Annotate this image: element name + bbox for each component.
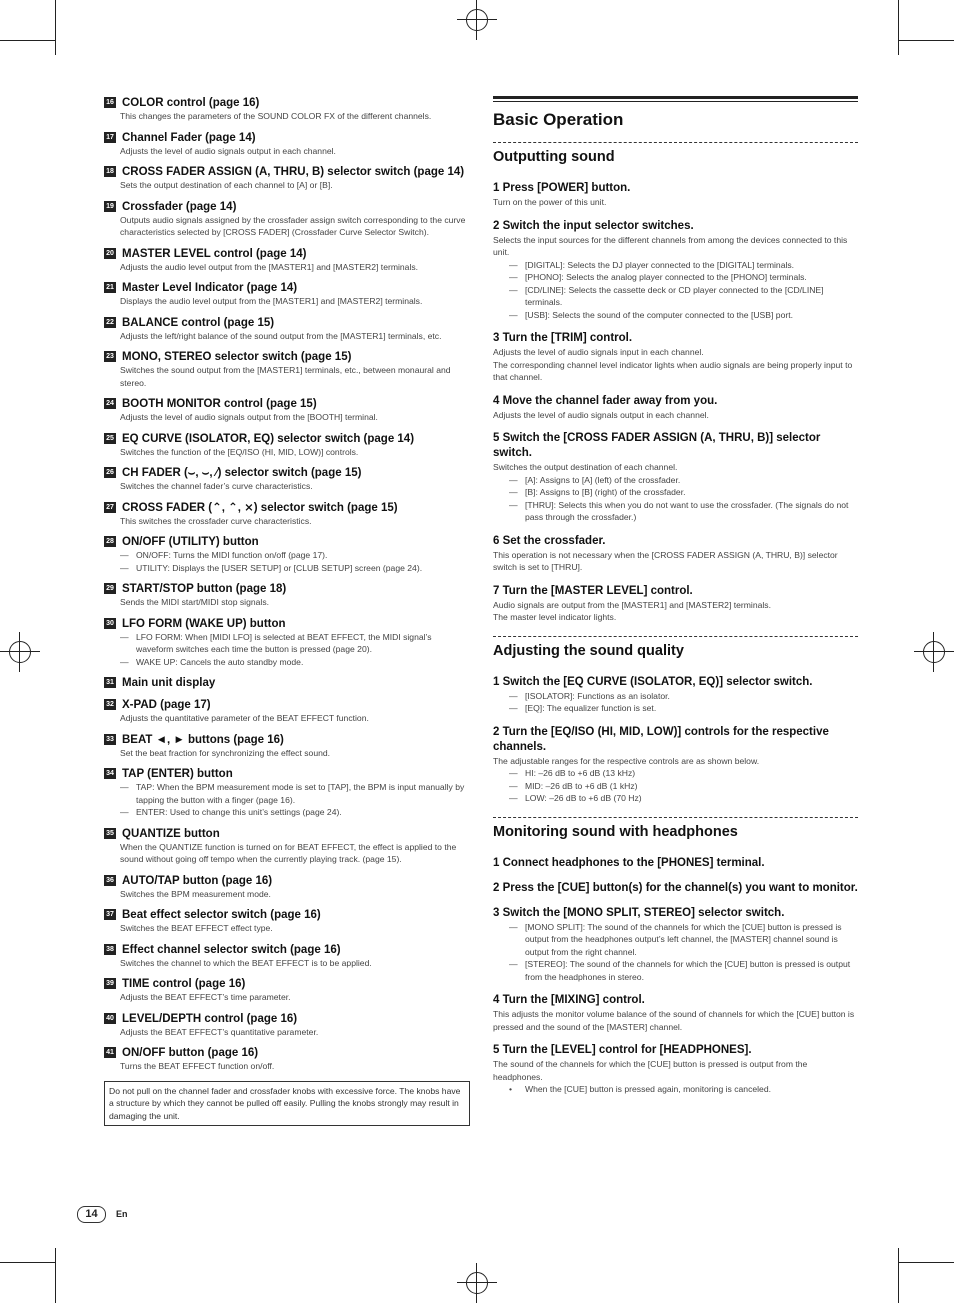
part-description: This changes the parameters of the SOUND COLOR FX of the different channels. — [120, 111, 432, 121]
step-dash-item — [493, 259, 858, 272]
part-item — [104, 1046, 470, 1073]
part-heading — [104, 316, 470, 330]
part-number: 37 — [104, 909, 116, 920]
part-number: 24 — [104, 398, 116, 409]
part-item — [104, 582, 470, 609]
part-number: 35 — [104, 828, 116, 839]
step-dash-item — [493, 284, 858, 309]
dash-text: [CD/LINE]: Selects the cassette deck or CD player connected to the [CD/LINE] terminals. — [525, 284, 824, 307]
part-description: Adjusts the BEAT EFFECT’s time parameter. — [120, 992, 291, 1002]
part-number: 34 — [104, 768, 116, 779]
step-title: 4 Move the channel fader away from you. — [493, 394, 718, 407]
part-heading — [104, 582, 470, 596]
part-number: 26 — [104, 467, 116, 478]
part-item — [104, 676, 470, 690]
part-number: 33 — [104, 734, 116, 745]
part-heading — [104, 96, 470, 110]
part-heading — [104, 350, 470, 364]
part-description: Switches the function of the [EQ/ISO (HI, MID, LOW)] controls. — [120, 446, 359, 457]
part-heading — [104, 397, 470, 411]
part-heading — [104, 676, 470, 690]
part-heading — [104, 1012, 470, 1026]
dash-mark: — — [509, 959, 518, 969]
part-heading — [104, 908, 470, 922]
step — [493, 331, 858, 384]
part-description: Sends the MIDI start/MIDI stop signals. — [120, 597, 270, 607]
part-title: Beat effect selector switch (page 16) — [122, 909, 321, 921]
basic-operation-column — [493, 96, 858, 1106]
step-text: Audio signals are output from the [MASTER1] and [MASTER2] terminals. — [493, 599, 771, 610]
step-text: Switches the output destination of each channel. — [493, 462, 678, 472]
step — [493, 993, 858, 1033]
dash-text: HI: –26 dB to +6 dB (13 kHz) — [525, 768, 636, 778]
part-heading — [104, 733, 470, 747]
step-title: 1 Switch the [EQ CURVE (ISOLATOR, EQ)] selector switch. — [493, 675, 813, 688]
part-heading — [104, 501, 470, 515]
part-heading — [104, 874, 470, 888]
step-bullet-item — [493, 1083, 858, 1096]
part-title: CROSS FADER (⌃, ⌃, ⨯) selector switch (page 15) — [122, 501, 398, 514]
part-number: 40 — [104, 1013, 116, 1024]
dash-text: [DIGITAL]: Selects the DJ player connected to the [DIGITAL] terminals. — [525, 259, 795, 270]
part-number: 32 — [104, 699, 116, 710]
part-number: 38 — [104, 944, 116, 955]
part-dash-item — [120, 549, 470, 562]
part-title: Master Level Indicator (page 14) — [122, 282, 298, 294]
step — [493, 181, 858, 209]
part-dash-item — [120, 781, 470, 806]
step — [493, 431, 858, 524]
part-item — [104, 432, 470, 459]
title-rule — [493, 96, 858, 102]
part-title: MONO, STEREO selector switch (page 15) — [122, 351, 352, 363]
part-item — [104, 1012, 470, 1039]
part-title: CROSS FADER ASSIGN (A, THRU, B) selector switch (page 14) — [122, 166, 465, 178]
dash-text: [MONO SPLIT]: The sound of the channels for which the [CUE] button is pressed is output from the headphones output’s left channel, the [MASTER] channel sound is output from the right channel. — [525, 921, 842, 957]
section-divider — [493, 636, 858, 637]
registration-mark — [914, 632, 954, 672]
step-title: 3 Turn the [TRIM] control. — [493, 332, 633, 344]
part-heading — [104, 247, 470, 261]
step-text: The corresponding channel level indicator lights when audio signals are being properly input to that channel. — [493, 359, 853, 382]
part-description: Adjusts the BEAT EFFECT’s quantitative parameter. — [120, 1026, 319, 1037]
part-title: AUTO/TAP button (page 16) — [122, 874, 273, 887]
part-number: 29 — [104, 583, 116, 594]
step — [493, 906, 858, 984]
part-number: 16 — [104, 97, 116, 108]
step-title: 2 Turn the [EQ/ISO (HI, MID, LOW)] controls for the respective channels. — [493, 725, 829, 753]
part-number: 27 — [104, 502, 116, 513]
part-item — [104, 397, 470, 424]
part-heading — [104, 767, 470, 781]
part-title: Channel Fader (page 14) — [122, 131, 256, 144]
part-item — [104, 874, 470, 901]
dash-mark: — — [509, 487, 518, 497]
part-description: Switches the channel to which the BEAT EFFECT is to be applied. — [120, 957, 372, 968]
step — [493, 675, 858, 715]
crop-mark — [0, 40, 55, 41]
dash-text: LFO FORM: When [MIDI LFO] is selected at BEAT EFFECT, the MIDI signal’s waveform switches each time the button is pressed (page 20). — [136, 631, 432, 654]
dash-mark: — — [509, 921, 518, 932]
part-heading — [104, 131, 470, 145]
step — [493, 219, 858, 322]
dash-text: [THRU]: Selects this when you do not want to use the crossfader. (The signals do not pass through the crossfader.) — [525, 499, 849, 522]
part-heading — [104, 617, 470, 631]
step — [493, 881, 858, 896]
crop-mark — [55, 0, 56, 55]
part-description: Switches the sound output from the [MASTER1] terminals, etc., between monaural and stereo. — [120, 365, 451, 388]
step-title: 2 Press the [CUE] button(s) for the channel(s) you want to monitor. — [493, 881, 858, 894]
dash-mark: — — [509, 703, 518, 713]
step-text: The master level indicator lights. — [493, 612, 617, 622]
crop-mark — [898, 1248, 899, 1303]
part-title: START/STOP button (page 18) — [122, 583, 287, 595]
step-dash-item — [493, 767, 858, 780]
step-dash-item — [493, 271, 858, 284]
crop-mark — [899, 40, 954, 41]
dash-mark: — — [509, 780, 518, 791]
dash-text: ON/OFF: Turns the MIDI function on/off (page 17). — [136, 550, 328, 560]
step — [493, 1043, 858, 1096]
part-title: ON/OFF button (page 16) — [122, 1047, 259, 1059]
step-dash-item — [493, 499, 858, 524]
registration-mark — [457, 0, 497, 40]
part-item — [104, 247, 470, 274]
dash-mark: — — [120, 782, 129, 792]
dash-mark: — — [509, 309, 518, 320]
step — [493, 725, 858, 805]
part-item — [104, 466, 470, 493]
dash-mark: — — [509, 259, 518, 270]
part-item — [104, 733, 470, 760]
part-item — [104, 200, 470, 239]
part-number: 18 — [104, 166, 116, 177]
page-number: 14 — [77, 1206, 106, 1223]
step — [493, 534, 858, 574]
part-item — [104, 131, 470, 158]
crop-mark — [0, 1262, 55, 1263]
step-text: The adjustable ranges for the respective controls are as shown below. — [493, 755, 760, 766]
part-item — [104, 617, 470, 669]
dash-mark: — — [120, 550, 129, 560]
step-title: 5 Switch the [CROSS FADER ASSIGN (A, THRU, B)] selector switch. — [493, 432, 821, 459]
part-title: Crossfader (page 14) — [122, 200, 237, 213]
part-title: MASTER LEVEL control (page 14) — [122, 247, 307, 260]
dash-text: [USB]: Selects the sound of the computer connected to the [USB] port. — [525, 309, 793, 320]
step-text: Selects the input sources for the different channels from among the devices connected to this unit. — [493, 234, 848, 257]
part-heading — [104, 535, 470, 549]
part-number: 41 — [104, 1047, 116, 1058]
step-title: 5 Turn the [LEVEL] control for [HEADPHONES]. — [493, 1044, 752, 1056]
part-item — [104, 350, 470, 389]
part-title: X-PAD (page 17) — [122, 699, 211, 711]
step-dash-item — [493, 958, 858, 983]
part-item — [104, 165, 470, 192]
part-dash-item — [120, 562, 470, 575]
dash-text: UTILITY: Displays the [USER SETUP] or [CLUB SETUP] screen (page 24). — [136, 562, 423, 573]
part-item — [104, 698, 470, 725]
dash-mark: — — [120, 562, 129, 573]
step-text: The sound of the channels for which the [CUE] button is pressed is output from the headphones. — [493, 1059, 808, 1082]
part-title: QUANTIZE button — [122, 827, 220, 840]
part-heading — [104, 943, 470, 957]
dash-mark: — — [509, 793, 518, 803]
part-dash-item — [120, 656, 470, 669]
registration-mark — [457, 1263, 497, 1303]
part-number: 23 — [104, 351, 116, 362]
part-title: LEVEL/DEPTH control (page 16) — [122, 1012, 298, 1025]
step — [493, 856, 858, 871]
dash-text: [B]: Assigns to [B] (right) of the crossfader. — [525, 487, 686, 497]
part-number: 22 — [104, 317, 116, 328]
part-item — [104, 767, 470, 819]
part-title: LFO FORM (WAKE UP) button — [122, 617, 286, 630]
part-number: 39 — [104, 978, 116, 989]
dash-text: LOW: –26 dB to +6 dB (70 Hz) — [525, 793, 642, 803]
step-dash-item — [493, 921, 858, 959]
parts-list — [104, 96, 470, 1126]
bullet-mark: • — [509, 1084, 513, 1094]
dash-text: [ISOLATOR]: Functions as an isolator. — [525, 690, 670, 701]
part-description: Adjusts the quantitative parameter of the BEAT EFFECT function. — [120, 713, 369, 723]
part-item — [104, 281, 470, 308]
part-dash-item — [120, 631, 470, 656]
part-heading — [104, 827, 470, 841]
language-label: En — [116, 1209, 128, 1219]
section-heading: Outputting sound — [493, 149, 615, 165]
bullet-text: When the [CUE] button is pressed again, monitoring is canceled. — [525, 1084, 772, 1094]
part-description: Adjusts the left/right balance of the sound output from the [MASTER1] terminals, etc. — [120, 330, 442, 341]
part-description: Switches the BPM measurement mode. — [120, 888, 271, 899]
part-number: 19 — [104, 201, 116, 212]
part-title: TIME control (page 16) — [122, 978, 246, 990]
step-title: 1 Press [POWER] button. — [493, 182, 631, 194]
step-text: This adjusts the monitor volume balance of the sound of channels for which the [CUE] button is pressed and the sound of the [MASTER] channel. — [493, 1009, 855, 1032]
dash-text: MID: –26 dB to +6 dB (1 kHz) — [525, 780, 638, 791]
part-number: 21 — [104, 282, 116, 293]
crop-mark — [898, 0, 899, 55]
dash-mark: — — [509, 474, 518, 485]
part-title: TAP (ENTER) button — [122, 768, 233, 780]
part-title: COLOR control (page 16) — [122, 97, 260, 109]
part-number: 36 — [104, 875, 116, 886]
step-title: 6 Set the crossfader. — [493, 534, 606, 547]
section-heading: Adjusting the sound quality — [493, 642, 684, 659]
part-heading — [104, 977, 470, 991]
part-heading — [104, 1046, 470, 1060]
part-description: Adjusts the level of audio signals output in each channel. — [120, 145, 336, 156]
dash-mark: — — [120, 807, 129, 817]
part-title: BALANCE control (page 15) — [122, 316, 275, 329]
step-dash-item — [493, 690, 858, 703]
part-heading — [104, 432, 470, 446]
part-item — [104, 908, 470, 935]
part-description: Adjusts the level of audio signals output from the [BOOTH] terminal. — [120, 412, 378, 422]
dash-text: [EQ]: The equalizer function is set. — [525, 703, 657, 713]
dash-text: ENTER: Used to change this unit’s settings (page 24). — [136, 807, 342, 817]
registration-mark — [0, 632, 40, 672]
dash-mark: — — [509, 768, 518, 778]
part-item — [104, 501, 470, 528]
dash-text: WAKE UP: Cancels the auto standby mode. — [136, 656, 304, 667]
sections — [493, 142, 858, 1096]
part-title: BOOTH MONITOR control (page 15) — [122, 398, 317, 410]
part-description: Switches the BEAT EFFECT effect type. — [120, 923, 273, 933]
step-text: Adjusts the level of audio signals input in each channel. — [493, 347, 704, 357]
step-text: This operation is not necessary when the [CROSS FADER ASSIGN (A, THRU, B)] selector switch is set to [THRU]. — [493, 549, 838, 572]
part-number: 31 — [104, 677, 116, 688]
crop-mark — [899, 1262, 954, 1263]
dash-text: [STEREO]: The sound of the channels for which the [CUE] button is pressed is output from the headphones in stereo. — [525, 959, 851, 982]
part-dash-item — [120, 806, 470, 819]
step-dash-item — [493, 309, 858, 322]
part-item — [104, 943, 470, 970]
dash-mark: — — [509, 499, 518, 510]
part-heading — [104, 466, 470, 480]
part-description: This switches the crossfader curve characteristics. — [120, 515, 312, 526]
part-title: CH FADER (⌣, ⌣, ⁄) selector switch (page 15) — [122, 467, 362, 479]
part-heading — [104, 281, 470, 295]
caution-note: Do not pull on the channel fader and crossfader knobs with excessive force. The knobs have a structure by which they cannot be pulled off easily. Pulling the knobs strongly may result in damaging the unit. — [104, 1081, 470, 1127]
step — [493, 394, 858, 422]
step-title: 7 Turn the [MASTER LEVEL] control. — [493, 584, 693, 597]
step-dash-item — [493, 702, 858, 715]
crop-mark — [55, 1248, 56, 1303]
step-dash-item — [493, 474, 858, 487]
part-item — [104, 977, 470, 1004]
part-item — [104, 535, 470, 574]
step-dash-item — [493, 486, 858, 499]
section-divider — [493, 142, 858, 143]
step-dash-item — [493, 780, 858, 793]
part-heading — [104, 698, 470, 712]
part-number: 25 — [104, 433, 116, 444]
dash-mark: — — [120, 631, 129, 642]
part-number: 20 — [104, 248, 116, 259]
part-number: 17 — [104, 132, 116, 143]
step — [493, 584, 858, 624]
part-title: ON/OFF (UTILITY) button — [122, 536, 259, 548]
part-item — [104, 827, 470, 866]
part-title: Main unit display — [122, 677, 216, 689]
dash-text: [PHONO]: Selects the analog player connected to the [PHONO] terminals. — [525, 272, 807, 282]
part-description: Switches the channel fader’s curve characteristics. — [120, 481, 313, 491]
step-dash-item — [493, 792, 858, 805]
part-description: When the QUANTIZE function is turned on for BEAT EFFECT, the effect is applied to the sound without going off tempo when the currently playing track. (page 15). — [120, 841, 457, 864]
dash-mark: — — [509, 284, 518, 295]
part-item — [104, 96, 470, 123]
part-description: Displays the audio level output from the [MASTER1] and [MASTER2] terminals. — [120, 296, 423, 306]
part-description: Adjusts the audio level output from the [MASTER1] and [MASTER2] terminals. — [120, 261, 419, 272]
part-description: Set the beat fraction for synchronizing the effect sound. — [120, 747, 331, 758]
part-title: BEAT ◄, ► buttons (page 16) — [122, 733, 284, 746]
dash-mark: — — [120, 656, 129, 667]
dash-text: TAP: When the BPM measurement mode is set to [TAP], the BPM is input manually by tapping the button with a finger (page 16). — [136, 782, 465, 805]
page-section-title: Basic Operation — [493, 110, 624, 129]
step-title: 3 Switch the [MONO SPLIT, STEREO] selector switch. — [493, 906, 785, 919]
part-title: EQ CURVE (ISOLATOR, EQ) selector switch (page 14) — [122, 432, 415, 445]
part-number: 30 — [104, 618, 116, 629]
section-heading: Monitoring sound with headphones — [493, 823, 738, 840]
step-title: 1 Connect headphones to the [PHONES] terminal. — [493, 856, 765, 869]
step-text: Turn on the power of this unit. — [493, 197, 607, 207]
step-text: Adjusts the level of audio signals output in each channel. — [493, 409, 709, 420]
part-description: Sets the output destination of each channel to [A] or [B]. — [120, 180, 333, 190]
part-item — [104, 316, 470, 343]
step-title: 4 Turn the [MIXING] control. — [493, 994, 645, 1006]
part-description: Turns the BEAT EFFECT function on/off. — [120, 1061, 275, 1071]
dash-mark: — — [509, 272, 518, 282]
part-heading — [104, 200, 470, 214]
dash-text: [A]: Assigns to [A] (left) of the crossfader. — [525, 474, 681, 485]
dash-mark: — — [509, 690, 518, 701]
section-divider — [493, 817, 858, 818]
part-number: 28 — [104, 536, 116, 547]
step-title: 2 Switch the input selector switches. — [493, 219, 694, 232]
part-heading — [104, 165, 470, 179]
part-description: Outputs audio signals assigned by the crossfader assign switch corresponding to the curve characteristics selected by [CROSS FADER] (Crossfader Curve Selector Switch). — [120, 214, 466, 237]
part-title: Effect channel selector switch (page 16) — [122, 943, 341, 956]
